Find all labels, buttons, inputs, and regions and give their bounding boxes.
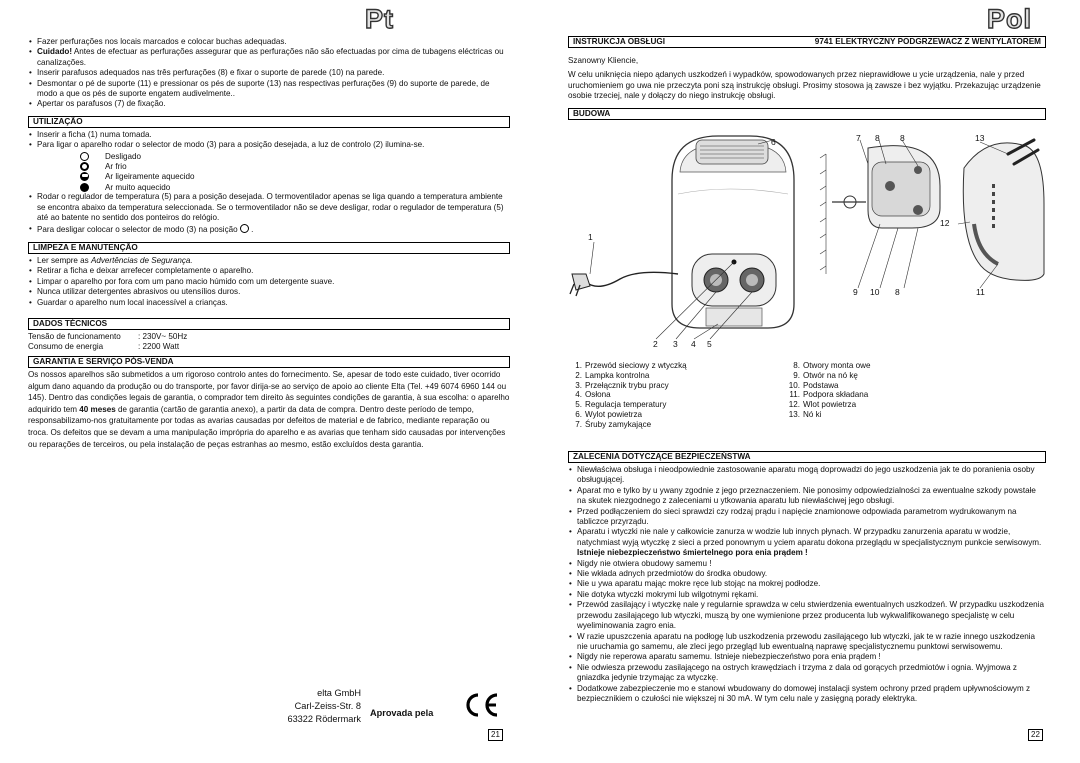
company-address <box>265 687 361 726</box>
part-name: Lampka kontrolna <box>585 370 650 380</box>
list-item: • Limpar o aparelho por fora com um pano macio húmido com um detergente suave. <box>28 277 510 287</box>
list-item: • Apertar os parafusos (7) de fixação. <box>28 99 510 109</box>
list-item: • Nie dotyka wtyczki mokrymi lub wilgotnymi rękami. <box>568 590 1046 600</box>
callout-label: 8 <box>875 133 880 143</box>
page-polish <box>568 0 1046 763</box>
language-title: Pt <box>365 4 394 34</box>
spec-key: Tensão de funcionamento <box>28 332 121 341</box>
list-item: • Nigdy nie reperowa aparatu samemu. Istnieje niebezpieczeństwo pora enia prądem ! <box>568 652 1046 662</box>
part-number: 11. <box>789 390 800 400</box>
list-item <box>786 390 870 400</box>
section-heading-budowa: BUDOWA <box>568 108 1046 120</box>
list-item: • Nie wkłada adnych przedmiotów do środka obudowy. <box>568 569 1046 579</box>
cold-air-icon <box>80 162 89 171</box>
part-name: Podpora składana <box>803 390 869 400</box>
part-name: Osłona <box>585 390 611 400</box>
part-number: 9. <box>793 370 800 380</box>
list-item <box>568 361 786 371</box>
callout-label: 8 <box>900 133 905 143</box>
caution-text: Antes de efectuar as perfurações assegurar que as perfurações não são efectuadas por cima de tubagens eléctricas ou canalizações. <box>37 47 504 67</box>
callout-label: 3 <box>673 339 678 349</box>
list-item: • Dodatkowe zabezpieczenie mo e stanowi wbudowany do domowej instalacji system ochrony przed prądem upływnościowym z bezpiecznikiem o czułości nie większej ni 30 mA. W tym celu nale y zasięgną porady elektryka. <box>568 684 1046 705</box>
list-item: • Przewód zasilający i wtyczkę nale y regularnie sprawdza w celu stwierdzenia ewentualnych uszkodzeń. W przypadku uszkodzenia przewodu zasilającego lub wtyczki, muszą by one wymienione przez producenta lub wykwalifikowanego specjalistę w celu wyeliminowania zagro enia. <box>568 600 1046 631</box>
part-number: 12. <box>788 400 800 410</box>
mode-label: Ar frio <box>105 161 127 171</box>
part-number: 4. <box>575 390 582 400</box>
greeting: Szanowny Kliencie, <box>568 56 639 65</box>
off-mode-icon <box>80 152 89 161</box>
warranty-duration: 40 meses <box>79 404 116 414</box>
list-item: • Rodar o regulador de temperatura (5) para a posição desejada. O termoventilador apenas se liga quando a temperatura ambiente se encontra abaixo da temperatura seleccionada. Se o termoventilador não se deve desligar, rodar o regulador de temperatura (5) até ao batente no sentido dos ponteiros do relógio. <box>28 192 510 223</box>
mode-row <box>80 182 510 192</box>
list-item: • Aparat mo e tylko by u ywany zgodnie z jego przeznaczeniem. Nie ponosimy odpowiedzialności za ewentualne szkody powstałe na skutek niezgodnego z zaleceniami u ytkowania aparatu lub niewłaściwej jego obsługi. <box>568 486 1046 507</box>
header-bar <box>568 36 1046 48</box>
parts-column <box>786 361 870 430</box>
page-number: 22 <box>1028 729 1043 741</box>
list-item <box>568 371 786 381</box>
mode-row <box>80 151 510 161</box>
spec-value: : 230V~ 50Hz <box>138 332 188 341</box>
callout-label: 11 <box>976 287 985 297</box>
part-name: Śruby zamykające <box>585 419 652 429</box>
list-item-text: Aparatu i wtyczki nie nale y całkowicie zanurza w wodzie lub innych płynach. W przypadku zanurzenia aparatu w wodzie, natychmiast wyją wtyczkę z sieci a przed ponownym u yciem aparatu dokona przeglądu w specjalistycznym punkcie serwisowym. <box>577 527 1042 547</box>
section-heading-utilizacao: UTILIZAÇÃO <box>28 116 510 128</box>
callout-label: 12 <box>940 218 950 228</box>
danger-warning: Istnieje niebezpieczeństwo śmiertelnego pora enia prądem ! <box>577 548 808 558</box>
list-item: • Nie u ywa aparatu mając mokre ręce lub stojąc na mokrej podłodze. <box>568 579 1046 589</box>
list-item: • Inserir parafusos adequados nas três perfurações (8) e fixar o suporte de parede (10) na parede. <box>28 68 510 78</box>
part-name: Otwory monta owe <box>803 361 871 370</box>
warranty-p2: de garantia (cartão de garantia anexo), a partir da data de compra. Dentro deste período de tempo, responsabilizamo-nos gratuitamente por todas as avarias causadas por defeitos de material e de fabrico, mediante reparação ou troca. Os defeitos que se devam a uma manipulação imprópria do aparelho e as avarias que tenham sido causadas por intervenções ou reparações de terceiros, ou pela instalação de peças estranhas ao mesmo, estão excluídos desta garantia. <box>28 404 506 449</box>
part-number: 5. <box>575 400 582 410</box>
spec-row <box>28 332 510 342</box>
list-item: • Inserir a ficha (1) numa tomada. <box>28 130 510 140</box>
list-item: • W razie upuszczenia aparatu na podłogę lub uszkodzenia przewodu zasilającego lub wtyczki, jak te w razie innego uszkodzenia nie uruchamia go samemu, ale zleci jego przegląd lub ewentualną naprawę specjalistycznemu punktowi serwisowemu. <box>568 632 1046 653</box>
address-line: Carl-Zeiss-Str. 8 <box>294 701 361 711</box>
list-item <box>568 381 786 391</box>
callout-label: 7 <box>856 133 861 143</box>
parts-column <box>568 361 786 430</box>
part-number: 2. <box>575 370 582 380</box>
spec-row <box>28 342 510 352</box>
list-item: • Retirar a ficha e deixar arrefecer completamente o aparelho. <box>28 266 510 276</box>
intro-text: W celu uniknięcia niepo ądanych uszkodzeń i wypadków, spowodowanych przez nieprawidłowe u ycie urządzenia, nale y przed uruchomieniem go uwa nie przeczyta poni szą instrukcję obsługi. Prosimy stosowa ją zawsze i bez wyjątku. Przekazując urządzenie osobie trzeciej, nale y dołączy do niego instrukcję obsługi. <box>568 70 1041 101</box>
mode-row <box>80 172 510 182</box>
list-item <box>28 47 510 68</box>
cleaning-section <box>28 256 510 308</box>
part-number: 6. <box>575 409 582 419</box>
list-item: • Niewłaściwa obsługa i nieodpowiednie zastosowanie aparatu mogą doprowadzi do jego uszkodzenia jak te do poranienia osoby obsługującej. <box>568 465 1046 486</box>
address-line: elta GmbH <box>317 688 361 698</box>
section-heading-limpeza: LIMPEZA E MANUTENÇÃO <box>28 242 510 254</box>
part-name: Otwór na nó kę <box>803 370 858 380</box>
header-title: INSTRUKCJA OBSŁUGI <box>573 37 666 46</box>
header-model: 9741 ELEKTRYCZNY PODGRZEWACZ Z WENTYLATOREM <box>814 37 1041 46</box>
list-item <box>568 400 786 410</box>
list-item: • Para ligar o aparelho rodar o selector de modo (3) para a posição desejada, a luz de controlo (2) ilumina-se. <box>28 140 510 150</box>
part-number: 10. <box>788 380 800 390</box>
section-heading-garantia: GARANTIA E SERVIÇO PÓS-VENDA <box>28 356 510 368</box>
callout-label: 4 <box>691 339 696 349</box>
mode-row <box>80 161 510 171</box>
section-heading-dados: DADOS TÉCNICOS <box>28 318 510 330</box>
part-name: Regulacja temperatury <box>585 400 667 410</box>
list-item <box>28 256 510 266</box>
part-number: 1. <box>575 361 582 370</box>
mode-label: Ar muito aquecido <box>105 182 171 192</box>
list-item: • Desmontar o pé de suporte (11) e pressionar os pés de suporte (13) nas respectivas perfurações (9) do suporte de parede, de modo a que os pés de suporte engatem audivelmente.. <box>28 79 510 100</box>
part-name: Nó ki <box>803 409 822 419</box>
section-heading-zalecenia: ZALECENIA DOTYCZĄCE BEZPIECZEŃSTWA <box>568 451 1046 463</box>
mounting-instructions <box>28 37 510 110</box>
callout-label: 5 <box>707 339 712 349</box>
spec-key: Consumo de energia <box>28 342 104 352</box>
list-item: • Fazer perfurações nos locais marcados e colocar buchas adequadas. <box>28 37 510 47</box>
list-item: • Nunca utilizar detergentes abrasivos ou utensílios duros. <box>28 287 510 297</box>
list-item <box>786 371 870 381</box>
list-item: • Para desligar colocar o selector de modo (3) na posição . <box>28 224 510 235</box>
callout-label: 1 <box>588 232 593 242</box>
list-item: • Guardar o aparelho num local inacessível a crianças. <box>28 298 510 308</box>
page-number: 21 <box>488 729 503 741</box>
safety-section <box>568 465 1046 704</box>
callout-label: 2 <box>653 339 658 349</box>
list-item <box>786 361 870 371</box>
warm-air-icon <box>80 172 89 181</box>
page-portuguese <box>28 0 510 763</box>
off-mode-icon <box>240 224 249 233</box>
part-name: Podstawa <box>803 380 839 390</box>
callout-label: 13 <box>975 133 985 143</box>
part-name: Wlot powietrza <box>803 400 857 410</box>
usage-section <box>28 130 510 235</box>
heater-illustration <box>568 124 1046 356</box>
callout-label: 9 <box>853 287 858 297</box>
part-number: 13. <box>788 409 800 419</box>
address-line: 63322 Rödermark <box>287 714 361 724</box>
list-item <box>786 410 870 420</box>
list-item: • Przed podłączeniem do sieci sprawdzi czy rodzaj prądu i napięcie znamionowe odpowiada parametrom wydrukowanym na tabliczce przyrządu. <box>568 507 1046 528</box>
list-item-text: Ler sempre as <box>37 256 91 265</box>
callout-label: 8 <box>895 287 900 297</box>
part-name: Przełącznik trybu pracy <box>585 380 669 390</box>
part-number: 8. <box>793 361 800 370</box>
list-item: • Nigdy nie otwiera obudowy samemu ! <box>568 559 1046 569</box>
list-item <box>786 381 870 391</box>
hot-air-icon <box>80 183 89 192</box>
safety-warnings-ref: Advertências de Segurança. <box>90 256 193 265</box>
warranty-text <box>28 369 510 450</box>
list-item: • Nie odwiesza przewodu zasilającego na ostrych krawędziach i trzyma z dala od gorących przedmiotów i ognia. Wyjmowa z gniazdka jedynie trzymając za wtyczkę. <box>568 663 1046 684</box>
callout-label: 6 <box>771 137 776 147</box>
mode-label: Desligado <box>105 151 141 161</box>
part-number: 3. <box>575 380 582 390</box>
list-item <box>786 400 870 410</box>
ce-mark-icon <box>461 692 501 718</box>
caution-label: Cuidado! <box>37 47 73 57</box>
list-item <box>568 410 786 420</box>
approved-label: Aprovada pela <box>370 708 434 718</box>
part-number: 7. <box>575 419 582 429</box>
list-item <box>568 390 786 400</box>
mode-label: Ar ligeiramente aquecido <box>105 172 195 182</box>
callout-label: 10 <box>870 287 880 297</box>
part-name: Przewód sieciowy z wtyczką <box>585 361 687 370</box>
spec-value: : 2200 Watt <box>138 342 180 352</box>
list-item <box>568 420 786 430</box>
list-item <box>568 527 1046 558</box>
language-title: Pol <box>987 4 1033 34</box>
part-name: Wylot powietrza <box>585 409 643 419</box>
technical-data <box>28 332 510 353</box>
warranty-p1: Os nossos aparelhos são submetidos a um rigoroso controlo antes do fornecimento. Se, apesar de todo este cuidado, tiver ocorrido algum dano aquando da produção ou do transporte, por favor dirija-se ao serviço de apoio ao cliente Elta (Tel. +49 6074 6960 144 ou 145). Dentro das condições legais de garantia, o comprador tem direito às seguintes condições de garantia, à sua escolha: o aparelho adquirido tem <box>28 370 510 414</box>
parts-legend <box>568 361 1046 430</box>
off-instruction: Para desligar colocar o selector de modo (3) na posição <box>37 224 238 234</box>
